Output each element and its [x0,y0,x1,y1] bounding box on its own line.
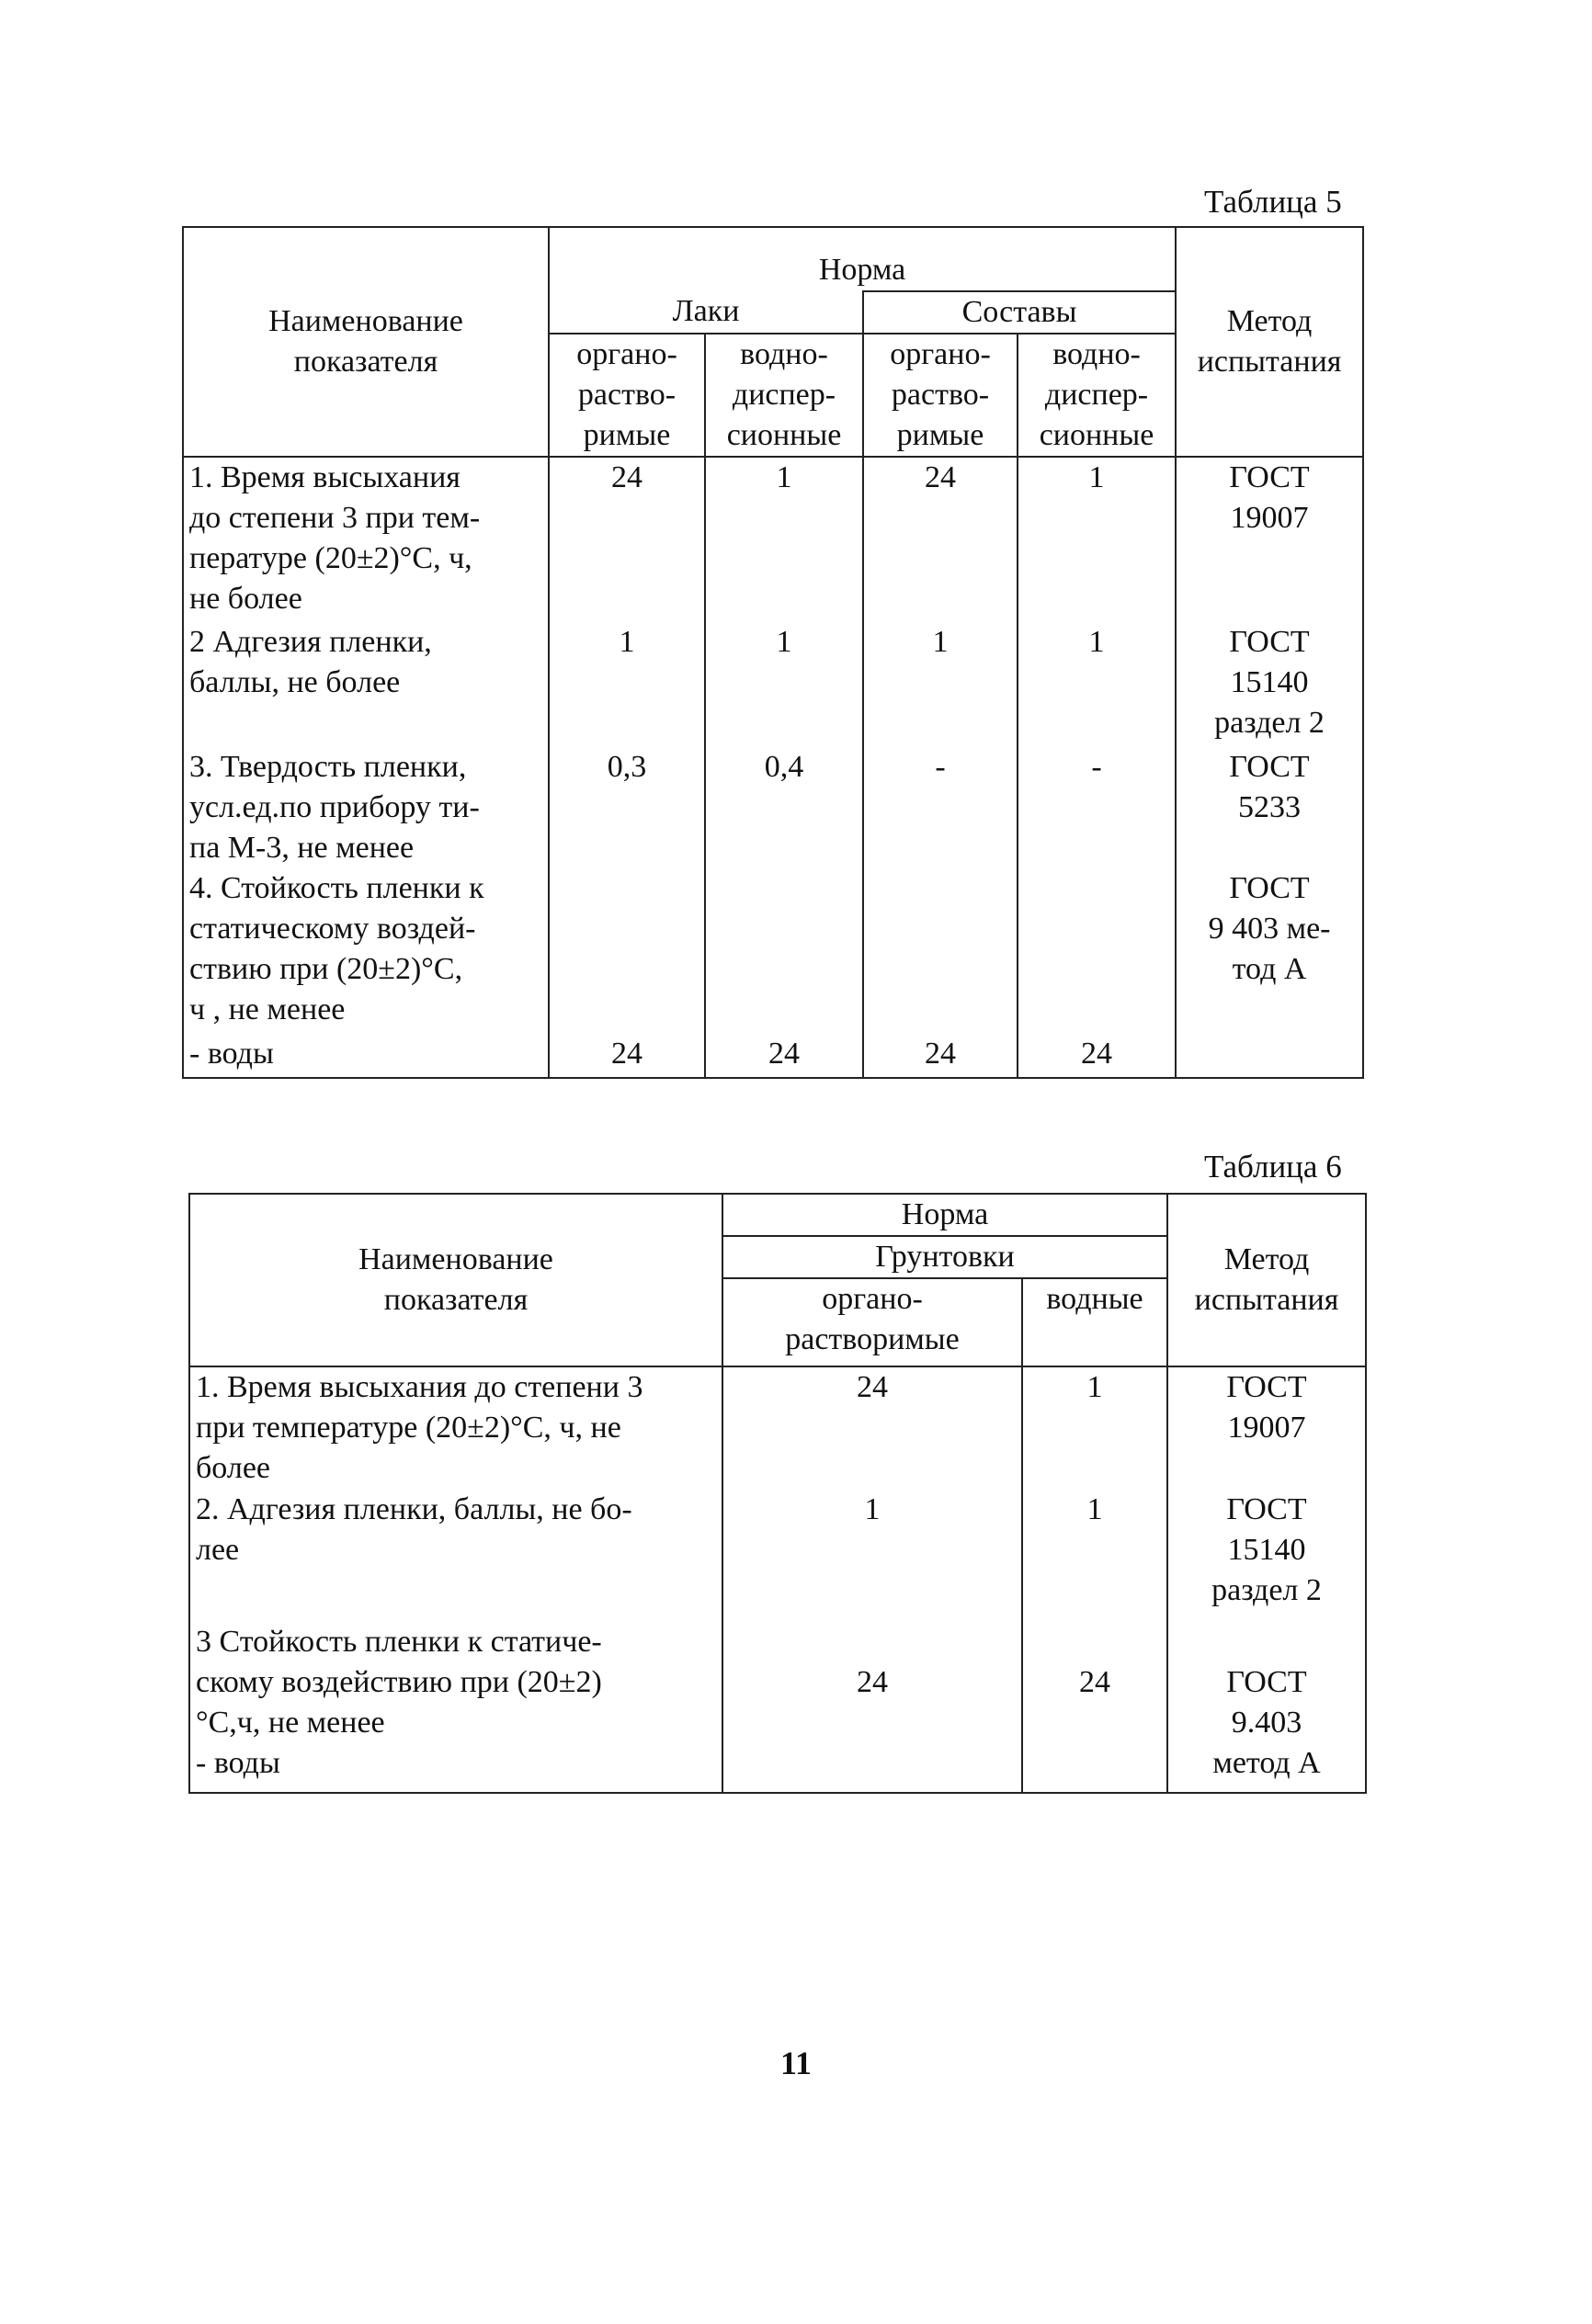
table6-header-row-1 [189,1194,1366,1236]
table5-cell [705,868,863,1034]
table5-header-lacquers: Лаки [549,291,863,334]
table6 [188,1193,1367,1794]
table6-caption: Таблица 6 [1204,1149,1342,1185]
table6-cell: 24 [1022,1622,1167,1793]
table5-header-method: Метод испытания [1176,227,1363,457]
table5-row-name: 4. Стойкость пленки к статическому воздей- ствию при (20±2)°С, ч , не менее [183,868,549,1034]
table5-row-method: ГОСТ 15140 раздел 2 [1176,622,1363,747]
table5-row-name: 3. Твердость пленки, усл.ед.по прибору ти- па М-3, не менее [183,747,549,868]
table5-cell: 1 [705,457,863,622]
table5-row-method: ГОСТ 19007 [1176,457,1363,622]
table5-cell: - [1018,747,1176,868]
table5-row [183,868,1363,1034]
table5-header-norm: Норма [549,227,1176,291]
table6-sub-water: водные [1022,1278,1167,1366]
table5-cell: 24 [863,1034,1018,1078]
table5-cell: 1 [549,622,705,747]
table6-row [189,1622,1366,1793]
table5-row [183,622,1363,747]
table6-header-primers: Грунтовки [722,1236,1167,1278]
table5-cell: - [863,747,1018,868]
table6-header-norm: Норма [722,1194,1167,1236]
table5-header-name: Наименование показателя [183,227,549,457]
table5-cell: 24 [1018,1034,1176,1078]
table5-cell [863,868,1018,1034]
table6-row-name: 1. Время высыхания до степени 3 при температуре (20±2)°С, ч, не более [189,1366,722,1490]
table5 [182,226,1364,1079]
table6-cell: 24 [722,1622,1022,1793]
table5-sub-organic-lacquers: органо- раство- римые [549,334,705,457]
page-number: 11 [779,2045,812,2081]
table6-cell: 1 [1022,1366,1167,1490]
table6-cell: 1 [722,1490,1022,1622]
table5-sub-water-compositions: водно- диспер- сионные [1018,334,1176,457]
table5-cell [1018,868,1176,1034]
table6-row [189,1366,1366,1490]
table6-row-name: 3 Стойкость пленки к статиче- скому воздействию при (20±2) °С,ч, не менее - воды [189,1622,722,1793]
table5-row-name: 2 Адгезия пленки, баллы, не более [183,622,549,747]
table5-row-name: - воды [183,1034,549,1078]
table5-sub-water-lacquers: водно- диспер- сионные [705,334,863,457]
table5-cell: 0,3 [549,747,705,868]
table5-row-name: 1. Время высыхания до степени 3 при тем- пературе (20±2)°С, ч, не более [183,457,549,622]
table6-row-method: ГОСТ 9.403 метод А [1167,1622,1366,1793]
table5-sub-organic-compositions: органо- раство- римые [863,334,1018,457]
table6-row-method: ГОСТ 15140 раздел 2 [1167,1490,1366,1622]
table6-row [189,1490,1366,1622]
table5-cell: 1 [863,622,1018,747]
table6-row-name: 2. Адгезия пленки, баллы, не бо- лее [189,1490,722,1622]
table5-cell: 24 [549,1034,705,1078]
table5-row [183,1034,1363,1078]
table5-row-method [1176,1034,1363,1078]
table5-header-compositions: Составы [863,291,1176,334]
table5-cell: 24 [549,457,705,622]
table5-caption: Таблица 5 [1204,184,1342,220]
table6-header-method: Метод испытания [1167,1194,1366,1366]
table6-header-name: Наименование показателя [189,1194,722,1366]
table6-cell: 24 [722,1366,1022,1490]
table5-cell: 24 [705,1034,863,1078]
table5-cell: 1 [1018,457,1176,622]
table5-row [183,457,1363,622]
table6-row-method: ГОСТ 19007 [1167,1366,1366,1490]
table5-cell: 1 [1018,622,1176,747]
table6-cell: 1 [1022,1490,1167,1622]
table5-cell: 24 [863,457,1018,622]
table5-row-method: ГОСТ 9 403 ме- тод А [1176,868,1363,1034]
table5-header-row-1 [183,227,1363,291]
table5-row [183,747,1363,868]
table5-cell: 0,4 [705,747,863,868]
table5-row-method: ГОСТ 5233 [1176,747,1363,868]
table5-cell: 1 [705,622,863,747]
table6-sub-organic: органо- растворимые [722,1278,1022,1366]
table5-cell [549,868,705,1034]
